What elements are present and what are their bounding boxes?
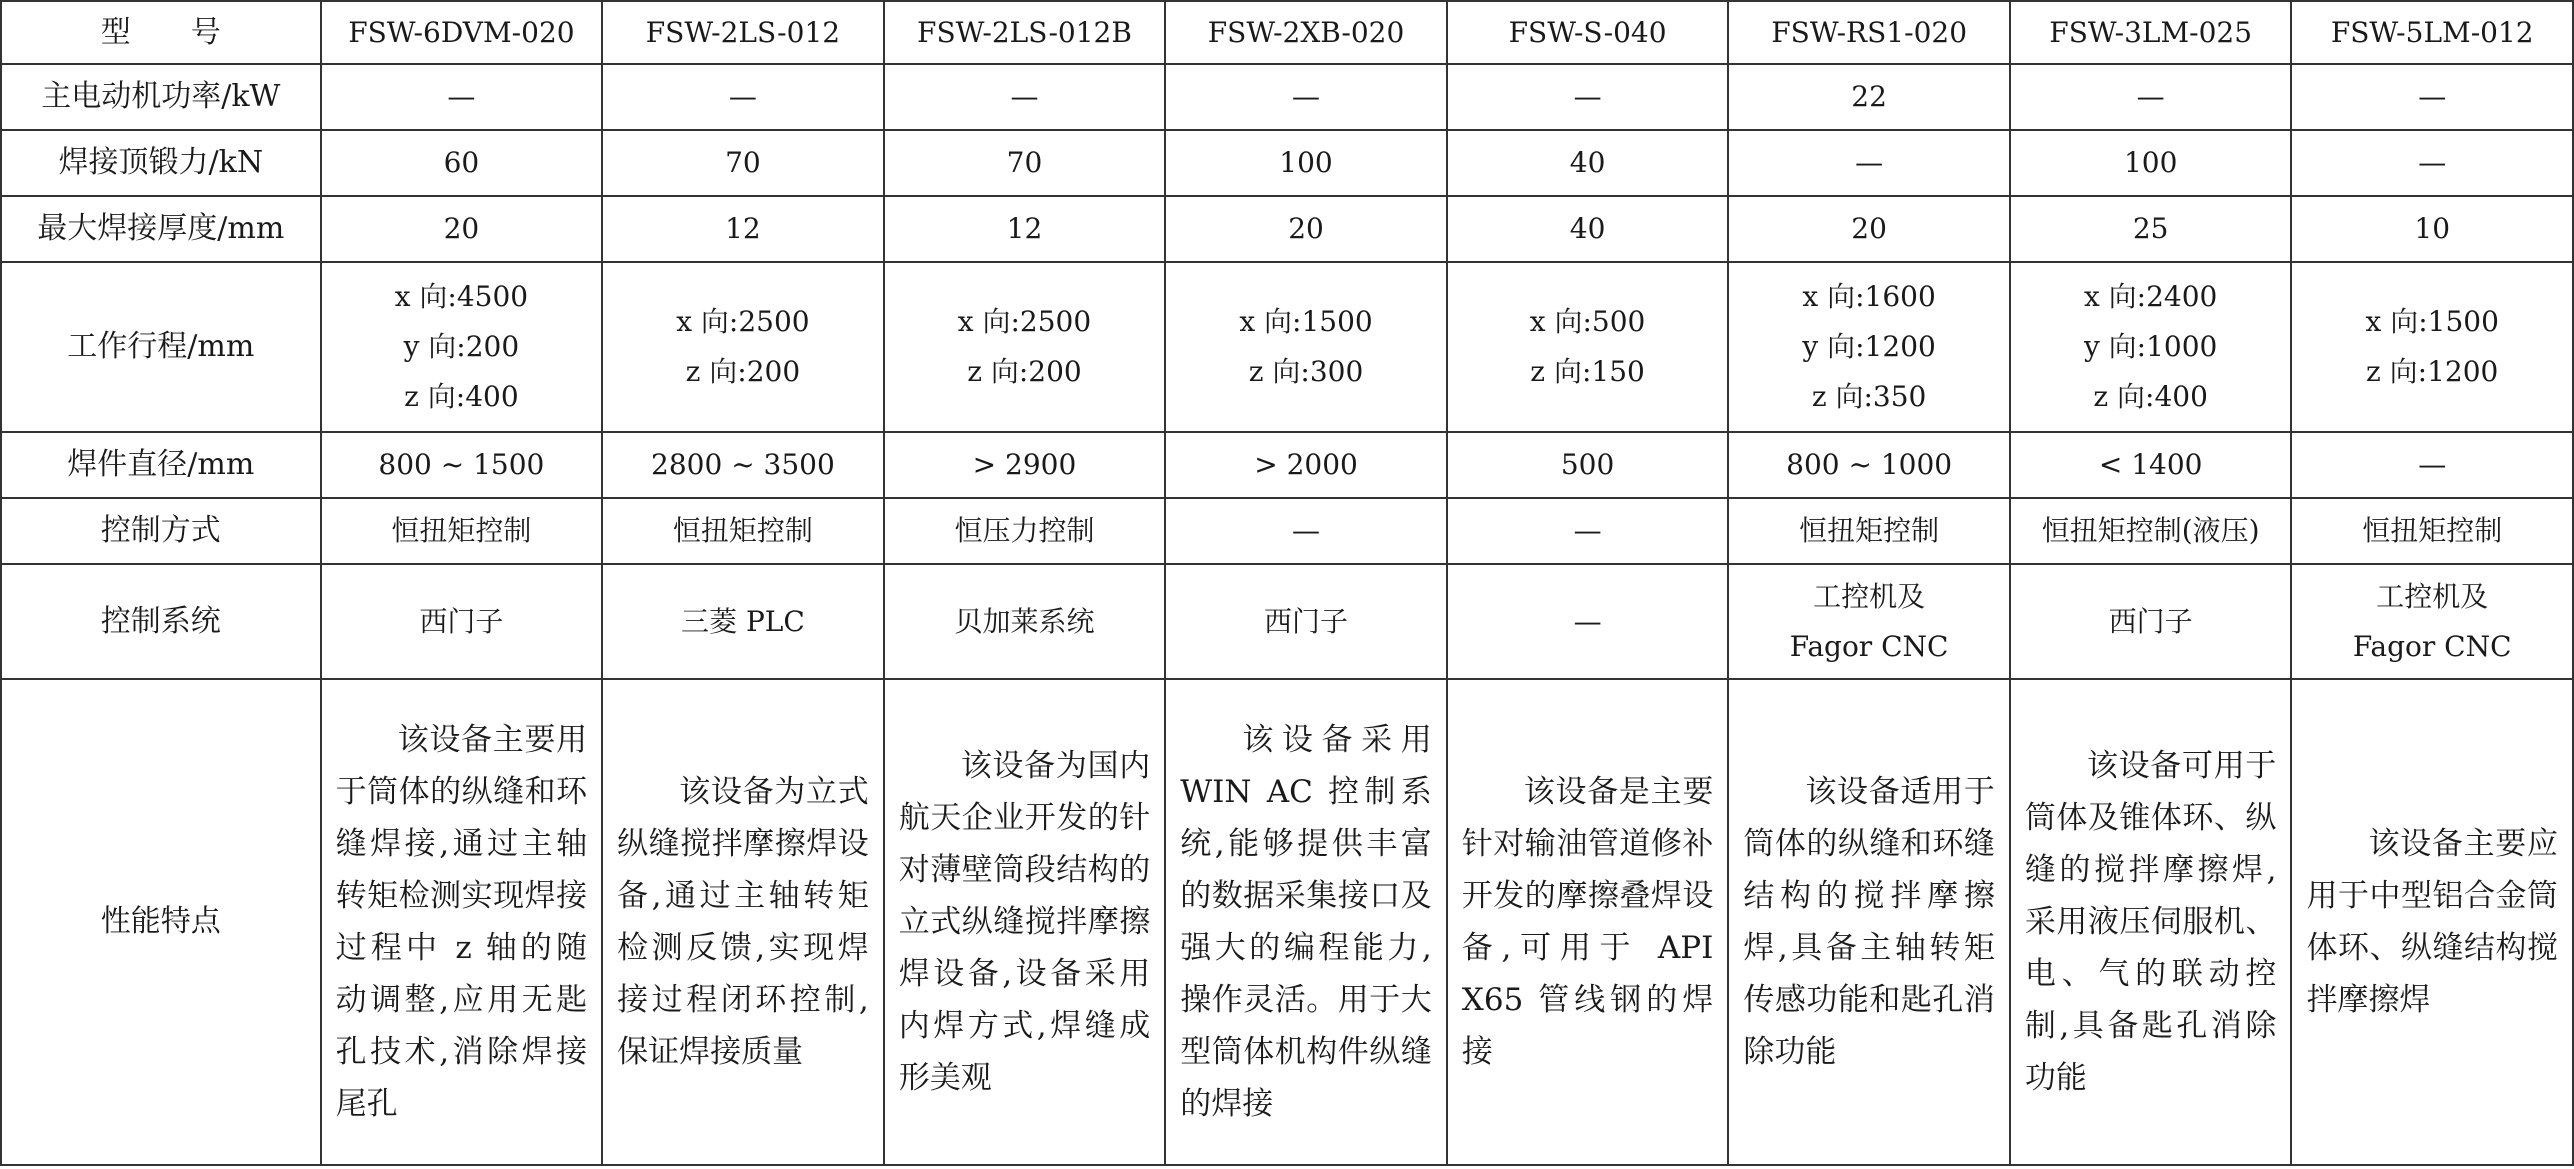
table-cell: — (884, 64, 1166, 130)
table-cell: 恒压力控制 (884, 498, 1166, 564)
table-cell: x 向:1600 y 向:1200 z 向:350 (1728, 262, 2010, 432)
row-label: 控制方式 (1, 498, 321, 564)
model-name: FSW-6DVM-020 (321, 1, 603, 64)
table-cell: 20 (1165, 196, 1447, 262)
performance-cell (884, 679, 1166, 1165)
table-cell: x 向:2500 z 向:200 (602, 262, 884, 432)
model-name: FSW-RS1-020 (1728, 1, 2010, 64)
upset-force-row (1, 130, 2573, 196)
table-cell: — (2010, 64, 2292, 130)
table-cell: 25 (2010, 196, 2292, 262)
table-cell: 2800 ~ 3500 (602, 432, 884, 498)
motor-power-row (1, 64, 2573, 130)
performance-text: 该设备主要用于筒体的纵缝和环缝焊接,通过主轴转矩检测实现焊接过程中 z 轴的随动调整,应用无匙孔技术,消除焊接尾孔 (335, 722, 588, 1122)
model-name: FSW-2LS-012 (602, 1, 884, 64)
table-cell: 22 (1728, 64, 2010, 130)
table-cell: — (2291, 432, 2573, 498)
table-cell: — (2291, 64, 2573, 130)
row-label: 工作行程/mm (1, 262, 321, 432)
model-name: FSW-2XB-020 (1165, 1, 1447, 64)
table-cell: — (1447, 64, 1729, 130)
performance-cell (2010, 679, 2292, 1165)
table-cell: 12 (884, 196, 1166, 262)
table-cell: 800 ~ 1000 (1728, 432, 2010, 498)
row-label: 主电动机功率/kW (1, 64, 321, 130)
performance-text: 该设备为国内航天企业开发的针对薄壁筒段结构的立式纵缝搅拌摩擦焊设备,设备采用内焊方式,焊缝成形美观 (898, 748, 1151, 1096)
table-cell: 500 (1447, 432, 1729, 498)
model-header-label: 型 号 (1, 1, 321, 64)
table-cell: x 向:500 z 向:150 (1447, 262, 1729, 432)
model-name: FSW-5LM-012 (2291, 1, 2573, 64)
table-cell: x 向:1500 z 向:300 (1165, 262, 1447, 432)
work-travel-row (1, 262, 2573, 432)
performance-text: 该设备可用于筒体及锥体环、纵缝的搅拌摩擦焊,采用液压伺服机、电、气的联动控制,具备匙孔消除功能 (2024, 748, 2277, 1096)
table-cell: 西门子 (321, 564, 603, 679)
table-cell: x 向:2400 y 向:1000 z 向:400 (2010, 262, 2292, 432)
model-name: FSW-3LM-025 (2010, 1, 2292, 64)
table-cell: 恒扭矩控制 (1728, 498, 2010, 564)
model-row (1, 1, 2573, 64)
table-cell: x 向:4500 y 向:200 z 向:400 (321, 262, 603, 432)
table-cell: 60 (321, 130, 603, 196)
row-label: 控制系统 (1, 564, 321, 679)
row-label: 最大焊接厚度/mm (1, 196, 321, 262)
model-name: FSW-2LS-012B (884, 1, 1166, 64)
control-mode-row (1, 498, 2573, 564)
performance-text: 该设备采用 WIN AC 控制系统,能够提供丰富的数据采集接口及强大的编程能力,操作灵活。用于大型筒体机构件纵缝的焊接 (1180, 722, 1432, 1122)
table-cell: 40 (1447, 196, 1729, 262)
table-cell: 三菱 PLC (602, 564, 884, 679)
performance-cell (2291, 679, 2573, 1165)
table-cell: x 向:1500 z 向:1200 (2291, 262, 2573, 432)
performance-cell (1728, 679, 2010, 1165)
table-cell: 恒扭矩控制 (321, 498, 603, 564)
max-thickness-row (1, 196, 2573, 262)
performance-cell (602, 679, 884, 1165)
table-cell: 20 (1728, 196, 2010, 262)
table-cell: 12 (602, 196, 884, 262)
table-cell: — (1447, 564, 1729, 679)
performance-row (1, 679, 2573, 1165)
table-cell: 70 (602, 130, 884, 196)
performance-text: 该设备是主要针对输油管道修补开发的摩擦叠焊设备,可用于 API X65 管线钢的焊接 (1461, 774, 1714, 1070)
table-cell: 70 (884, 130, 1166, 196)
table-cell: 工控机及 Fagor CNC (1728, 564, 2010, 679)
table-cell: — (2291, 130, 2573, 196)
table-cell: — (321, 64, 603, 130)
performance-text: 该设备适用于筒体的纵缝和环缝结构的搅拌摩擦焊,具备主轴转矩传感功能和匙孔消除功能 (1743, 774, 1995, 1070)
table-cell: — (1447, 498, 1729, 564)
row-label: 性能特点 (1, 679, 321, 1165)
table-cell: 10 (2291, 196, 2573, 262)
table-cell: 恒扭矩控制 (602, 498, 884, 564)
table-cell: 工控机及 Fagor CNC (2291, 564, 2573, 679)
table-cell: x 向:2500 z 向:200 (884, 262, 1166, 432)
table-cell: — (602, 64, 884, 130)
table-cell: 恒扭矩控制(液压) (2010, 498, 2292, 564)
row-label: 焊件直径/mm (1, 432, 321, 498)
performance-cell (321, 679, 603, 1165)
table-cell: 800 ~ 1500 (321, 432, 603, 498)
model-name: FSW-S-040 (1447, 1, 1729, 64)
performance-cell (1447, 679, 1729, 1165)
table-cell: — (1165, 498, 1447, 564)
table-cell: — (1165, 64, 1447, 130)
table-cell: > 2900 (884, 432, 1166, 498)
table-cell: 西门子 (2010, 564, 2292, 679)
table-cell: — (1728, 130, 2010, 196)
row-label: 焊接顶锻力/kN (1, 130, 321, 196)
table-cell: 贝加莱系统 (884, 564, 1166, 679)
table-cell: 40 (1447, 130, 1729, 196)
table-cell: 西门子 (1165, 564, 1447, 679)
performance-cell (1165, 679, 1447, 1165)
table-cell: 100 (1165, 130, 1447, 196)
table-cell: < 1400 (2010, 432, 2292, 498)
workpiece-diameter-row (1, 432, 2573, 498)
table-cell: > 2000 (1165, 432, 1447, 498)
table-cell: 100 (2010, 130, 2292, 196)
performance-text: 该设备主要应用于中型铝合金筒体环、纵缝结构搅拌摩擦焊 (2306, 826, 2558, 1018)
performance-text: 该设备为立式纵缝搅拌摩擦焊设备,通过主轴转矩检测反馈,实现焊接过程闭环控制,保证焊接质量 (617, 774, 869, 1070)
control-system-row (1, 564, 2573, 679)
table-cell: 恒扭矩控制 (2291, 498, 2573, 564)
table-cell: 20 (321, 196, 603, 262)
